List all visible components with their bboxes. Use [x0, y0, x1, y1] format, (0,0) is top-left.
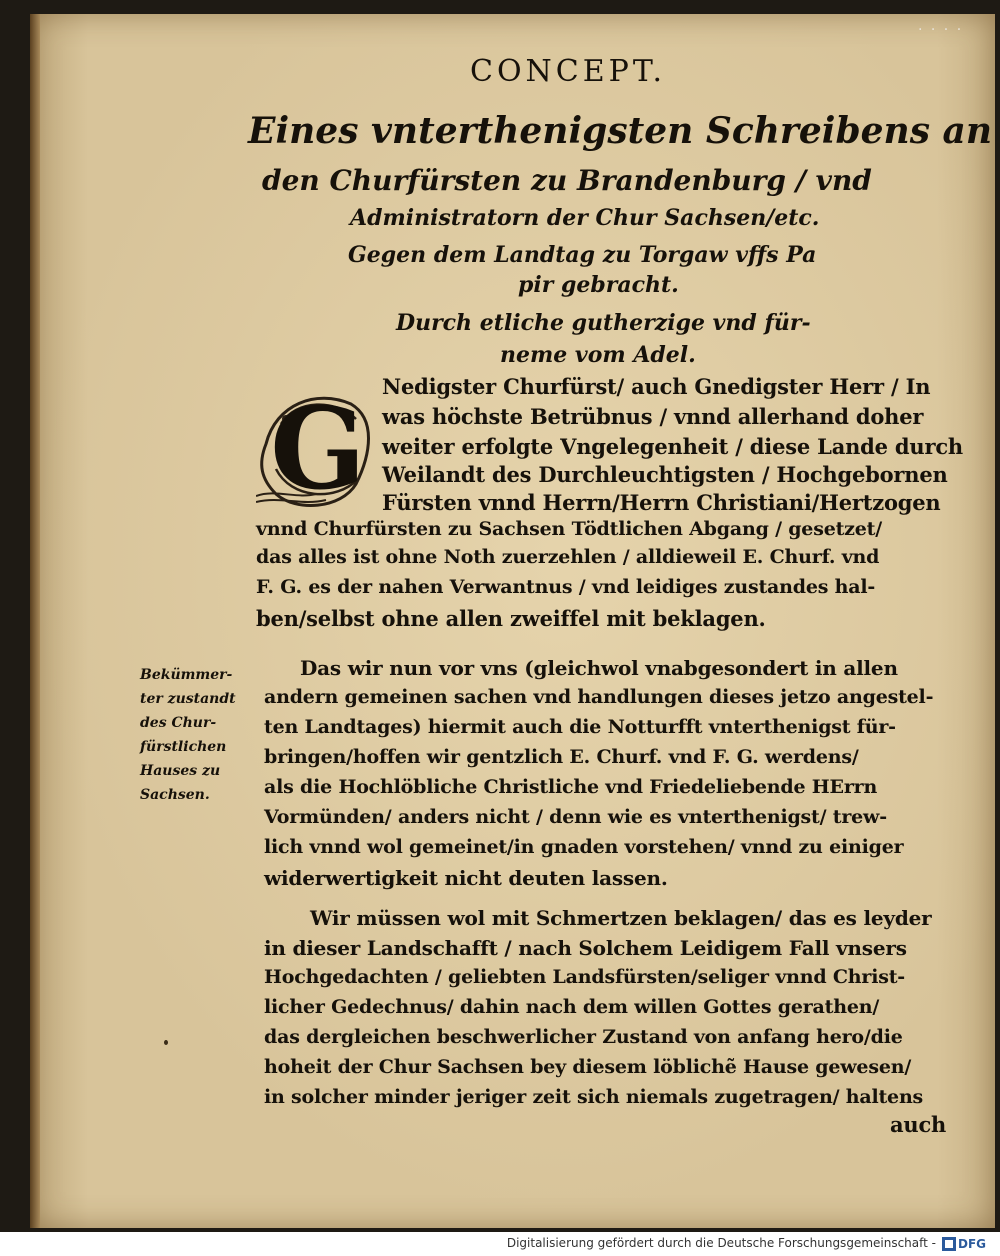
para3-line-5: das dergleichen beschwerlicher Zustand von anfang hero/die — [264, 1026, 903, 1048]
para2-line-7: lich vnnd wol gemeinet/in gnaden vorstehen/ vnnd zu einiger — [264, 836, 904, 858]
intro-line-5: Fürsten vnnd Herrn/Herrn Christiani/Hertzogen — [382, 490, 941, 515]
title-line-4: Gegen dem Landtag zu Torgaw vffs Pa — [348, 242, 817, 268]
margin-note-line-3: des Chur- — [140, 715, 217, 731]
para2-line-3: ten Landtages) hiermit auch die Notturfft vnterthenigst für- — [264, 716, 896, 738]
margin-note-line-6: Sachsen. — [140, 787, 210, 803]
para2-line-2: andern gemeinen sachen vnd handlungen dieses jetzo angestel- — [264, 686, 934, 708]
intro-line-8: F. G. es der nahen Verwantnus / vnd leidiges zustandes hal- — [256, 576, 876, 598]
para2-line-1: Das wir nun vor vns (gleichwol vnabgesondert in allen — [300, 656, 898, 680]
para3-line-4: licher Gedechnus/ dahin nach dem willen Gottes gerathen/ — [264, 996, 880, 1018]
page-heading: CONCEPT. — [470, 54, 666, 89]
title-line-7: neme vom Adel. — [500, 342, 696, 368]
intro-line-6: vnnd Churfürsten zu Sachsen Tödtlichen Abgang / gesetzet/ — [256, 518, 882, 540]
title-line-5: pir gebracht. — [518, 272, 679, 298]
intro-line-7: das alles ist ohne Noth zuerzehlen / alldieweil E. Churf. vnd — [256, 546, 880, 568]
para3-line-2: in dieser Landschafft / nach Solchem Leidigem Fall vnsers — [264, 936, 907, 960]
intro-line-3: weiter erfolgte Vngelegenheit / diese Lande durch — [382, 434, 963, 459]
para3-line-7: in solcher minder jeriger zeit sich niemals zugetragen/ haltens — [264, 1086, 924, 1108]
dfg-logo — [942, 1235, 996, 1252]
para3-line-3: Hochgedachten / geliebten Landsfürsten/seliger vnnd Christ- — [264, 966, 905, 988]
funding-credit: Digitalisierung gefördert durch die Deutsche Forschungsgemeinschaft - — [506, 1236, 936, 1250]
scan-corner-mark: · · · · — [918, 22, 964, 38]
title-line-2: den Churfürsten zu Brandenburg / vnd — [262, 164, 872, 197]
title-line-6: Durch etliche gutherzige vnd für- — [396, 310, 811, 336]
intro-line-1: Nedigster Churfürst/ auch Gnedigster Herr / In — [382, 374, 931, 399]
para3-line-1: Wir müssen wol mit Schmertzen beklagen/ das es leyder — [310, 906, 932, 930]
digitization-footer — [0, 1232, 1000, 1256]
intro-line-4: Weilandt des Durchleuchtigsten / Hochgebornen — [382, 462, 948, 487]
dfg-logo-icon — [942, 1237, 956, 1251]
decorated-initial — [256, 384, 380, 514]
title-line-3: Administratorn der Chur Sachsen/etc. — [350, 205, 820, 231]
dfg-logo-text: DFG — [958, 1236, 987, 1251]
catchword: auch — [890, 1112, 947, 1137]
margin-note-line-4: fürstlichen — [140, 739, 227, 755]
margin-note-line-1: Bekümmer- — [140, 667, 233, 683]
margin-note-line-5: Hauses zu — [140, 763, 221, 779]
ink-speck — [164, 1040, 168, 1045]
para2-line-6: Vormünden/ anders nicht / denn wie es vnterthenigst/ trew- — [264, 806, 887, 828]
para3-line-6: hoheit der Chur Sachsen bey diesem löblichẽ Hause gewesen/ — [264, 1056, 912, 1078]
intro-line-9: ben/selbst ohne allen zweiffel mit beklagen. — [256, 606, 766, 631]
page-spine — [30, 14, 40, 1228]
para2-line-8: widerwertigkeit nicht deuten lassen. — [264, 866, 668, 890]
margin-note-line-2: ter zustandt — [140, 691, 236, 707]
intro-line-2: was höchste Betrübnus / vnnd allerhand doher — [382, 404, 924, 429]
title-line-1: Eines vnterthenigsten Schreibens an — [248, 110, 993, 152]
initial-letter: G — [270, 383, 366, 515]
para2-line-4: bringen/hoffen wir gentzlich E. Churf. vnd F. G. werdens/ — [264, 746, 859, 768]
para2-line-5: als die Hochlöbliche Christliche vnd Friedeliebende HErrn — [264, 776, 878, 798]
